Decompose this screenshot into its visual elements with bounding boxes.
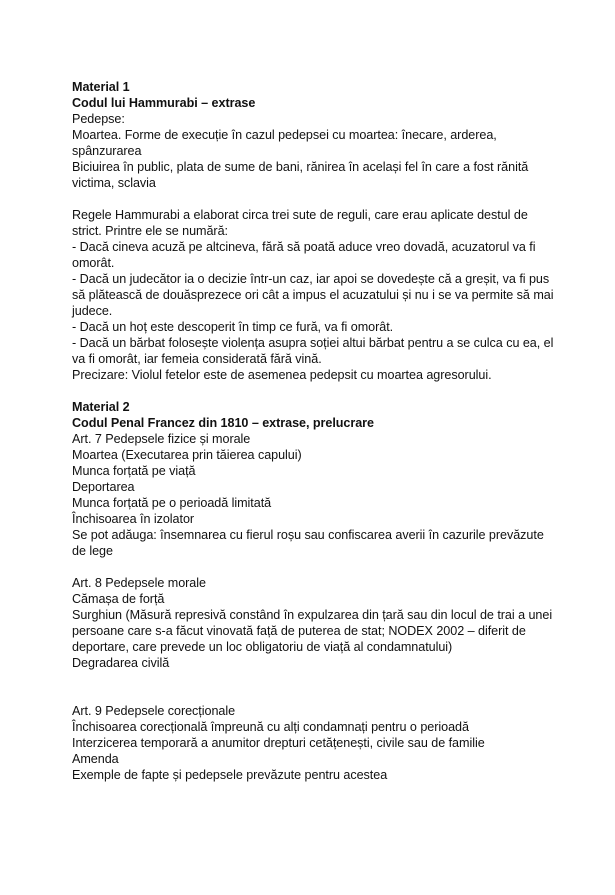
article-9-line: Exemple de fapte și pedepsele prevăzute pentru acestea <box>72 768 388 782</box>
article-8-line: Surghiun (Măsură represivă constând în expulzarea din țară sau din locul de trai a unei <box>72 608 553 622</box>
article-8-line: persoane care s-a făcut vinovată față de puterea de stat; NODEX 2002 – diferit de <box>72 624 526 638</box>
article-8-line: Cămașa de forță <box>72 592 165 606</box>
material-1-heading: Material 1 <box>72 80 130 94</box>
penalties-line: spânzurarea <box>72 144 142 158</box>
paragraph-line: omorât. <box>72 256 115 270</box>
paragraph-line: - Dacă cineva acuză pe altcineva, fără să poată aduce vreo dovadă, acuzatorul va fi <box>72 240 536 254</box>
penalties-line: Moartea. Forme de execuție în cazul pedepsei cu moartea: înecare, arderea, <box>72 128 497 142</box>
paragraph-line: strict. Printre ele se numără: <box>72 224 228 238</box>
article-7-line: Deportarea <box>72 480 135 494</box>
paragraph-line: Regele Hammurabi a elaborat circa trei sute de reguli, care erau aplicate destul de <box>72 208 528 222</box>
article-8-line: Art. 8 Pedepsele morale <box>72 576 206 590</box>
material-2-subheading: Codul Penal Francez din 1810 – extrase, prelucrare <box>72 416 374 430</box>
article-7-line: Munca forțată pe o perioadă limitată <box>72 496 272 510</box>
article-8-line: deportare, care prevede un loc obligatoriu de viață al condamnatului) <box>72 640 453 654</box>
article-7-line: Munca forțată pe viață <box>72 464 196 478</box>
article-9-line: Închisoarea corecțională împreună cu alți condamnați pentru o perioadă <box>72 720 469 734</box>
article-8 <box>72 575 553 671</box>
article-9-line: Amenda <box>72 752 119 766</box>
paragraph-line: judece. <box>72 304 113 318</box>
paragraph-line: să plătească de douăsprezece ori cât a impus el acuzatului și nu i se va permite să mai <box>72 288 554 302</box>
article-7-line: de lege <box>72 544 113 558</box>
article-9-line: Art. 9 Pedepsele corecționale <box>72 704 236 718</box>
material-1-section <box>72 79 554 383</box>
paragraph-line: - Dacă un hoț este descoperit în timp ce fură, va fi omorât. <box>72 320 394 334</box>
article-9 <box>72 703 547 783</box>
paragraph-line: - Dacă un bărbat folosește violența asupra soției altui bărbat pentru a se culca cu ea, el <box>72 336 554 350</box>
article-7-line: Art. 7 Pedepsele fizice și morale <box>72 432 251 446</box>
paragraph-line: va fi omorât, iar femeia considerată fără vină. <box>72 352 322 366</box>
article-7-line: Se pot adăuga: însemnarea cu fierul roșu sau confiscarea averii în cazurile prevăzute <box>72 528 544 542</box>
article-7-line: Închisoarea în izolator <box>72 512 195 526</box>
article-7-line: Moartea (Executarea prin tăierea capului) <box>72 448 302 462</box>
article-8-line: Degradarea civilă <box>72 656 170 670</box>
article-7 <box>72 431 547 559</box>
penalties-line: victima, sclavia <box>72 176 156 190</box>
article-9-line: Interzicerea temporară a anumitor drepturi cetățenești, civile sau de familie <box>72 736 485 750</box>
paragraph-line: - Dacă un judecător ia o decizie într-un caz, iar apoi se dovedește că a greșit, va fi pus <box>72 272 550 286</box>
material-1-subheading: Codul lui Hammurabi – extrase <box>72 96 256 110</box>
material-2-heading: Material 2 <box>72 400 130 414</box>
penalties-line: Biciuirea în public, plata de sume de bani, rănirea în același fel în care a fost rănită <box>72 160 529 174</box>
paragraph-line: Precizare: Violul fetelor este de asemenea pedepsit cu moartea agresorului. <box>72 368 492 382</box>
document-page <box>72 79 554 783</box>
material-2-section <box>72 399 553 783</box>
penalties-label: Pedepse: <box>72 112 125 126</box>
